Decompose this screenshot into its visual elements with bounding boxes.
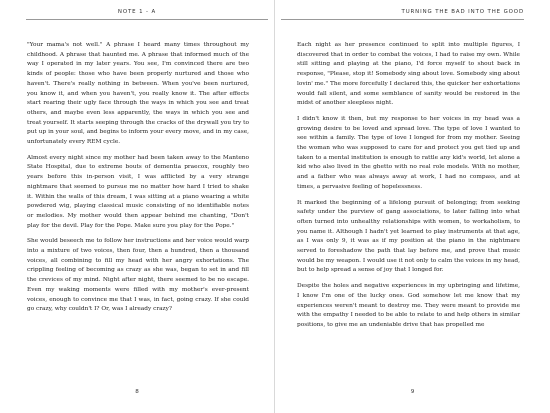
left-page-body bbox=[27, 41, 249, 321]
right-page bbox=[275, 0, 550, 413]
right-page-body bbox=[297, 41, 520, 337]
right-header-title: TURNING THE BAD INTO THE GOOD bbox=[401, 9, 524, 15]
right-page-number: 9 bbox=[410, 389, 415, 395]
paragraph: I didn't know it then, but my response to her voices in my head was a growing desire to be loved and spread love. The type of love I wanted to see within a family. The type of love I longed for from my mother. Seeing the woman who was supposed to care for and protect you get tied up and taken to a mental institution is enough to rattle any kid's world, let alone a kid who also lived in the ghetto with no real role models. With no mother, and a father who was always away at work, I had no compass, and at times, a pervasive feeling of hopelessness. bbox=[297, 115, 520, 190]
left-running-header bbox=[0, 8, 274, 20]
paragraph: Despite the holes and negative experiences in my upbringing and lifetime, I know I'm one of the lucky ones. God somehow let me know that my experiences weren't meant to destroy me. They were meant to provide me with the empathy I needed to be able to relate to and help others in similar positions, to give me an undeniable drive that has propelled me bbox=[297, 283, 520, 328]
paragraph: Each night as her presence continued to split into multiple figures, I discovered that in order to combat the voices, I had to raise my own. While still sitting and playing at the piano, I'd force myself to shout back in response, "Please, stop it! Somebody sing about love. Somebody sing about lovin' me." The more forcefully I declared this, the quicker her exhortations would fall silent, and some semblance of sanity would be restored in the midst of another sleepless night. bbox=[297, 42, 520, 107]
right-header-rule bbox=[281, 19, 524, 20]
left-header-title: NOTE 1 - A bbox=[117, 9, 157, 15]
paragraph: She would beseech me to follow her instructions and her voice would warp into a mixture of two voices, then four, then a hundred, then a thousand voices, all combining to fill my head with her angry exhortations. The crippling feeling of becoming as crazy as she was, began to set in and fill the crevices of my mind. Night after night, there seemed to be no escape. Even my waking moments were filled with my mother's ever-present voices, enough to convince me that I was, in fact, going crazy. If she could go crazy, why couldn't I? Or, was I already crazy? bbox=[27, 238, 249, 313]
paragraph: It marked the beginning of a lifelong pursuit of belonging; from seeking safety under the purview of gang associations, to later falling into what often turned into unhealthy relationships with women, to workaholism, to you name it. Although I hadn't yet learned to play instruments at that age, as I was only 9, it was as if my position at the piano in the nightmare served to foreshadow the path that lay before me, and prove that music would be my weapon. I would use it not only to calm the voices in my head, but to help spread a sense of joy that I longed for. bbox=[297, 199, 520, 274]
paragraph: "Your mama's not well." A phrase I heard many times throughout my childhood. A phrase that haunted me. A phrase that informed much of the way I operated in my later years. You see, I'm convinced there are two kinds of people: those who have been properly nurtured and those who haven't. There's really nothing in between. When you've been nurtured, you know it, and when you haven't, you really know it. The after effects start rearing their ugly face through the ways in which you see and treat others, and maybe even less apparently, the ways in which you see and treat yourself. It starts seeping through the cracks of the drywall you try to put up in your soul, and begins to inform your every move, and in my case, unfortunately every REM cycle. bbox=[27, 42, 249, 146]
right-running-header bbox=[275, 8, 550, 20]
left-header-rule bbox=[26, 19, 268, 20]
left-page-number: 8 bbox=[135, 389, 139, 395]
paragraph: Almost every night since my mother had been taken away to the Manteno State Hospital, due to extreme bouts of dementia praecox, roughly two years before this in-person visit, I was afflicted by a very strange nightmare that seemed to pursue me no matter how hard I tried to shake it. Within the walls of this dream, I was sitting at a piano wearing a white powdered wig, playing classical music consisting of no identifiable notes or melodies. My mother would then appear behind me chanting, "Don't play for the devil. Play for the Pope. Make sure you play for the Pope." bbox=[27, 154, 249, 229]
